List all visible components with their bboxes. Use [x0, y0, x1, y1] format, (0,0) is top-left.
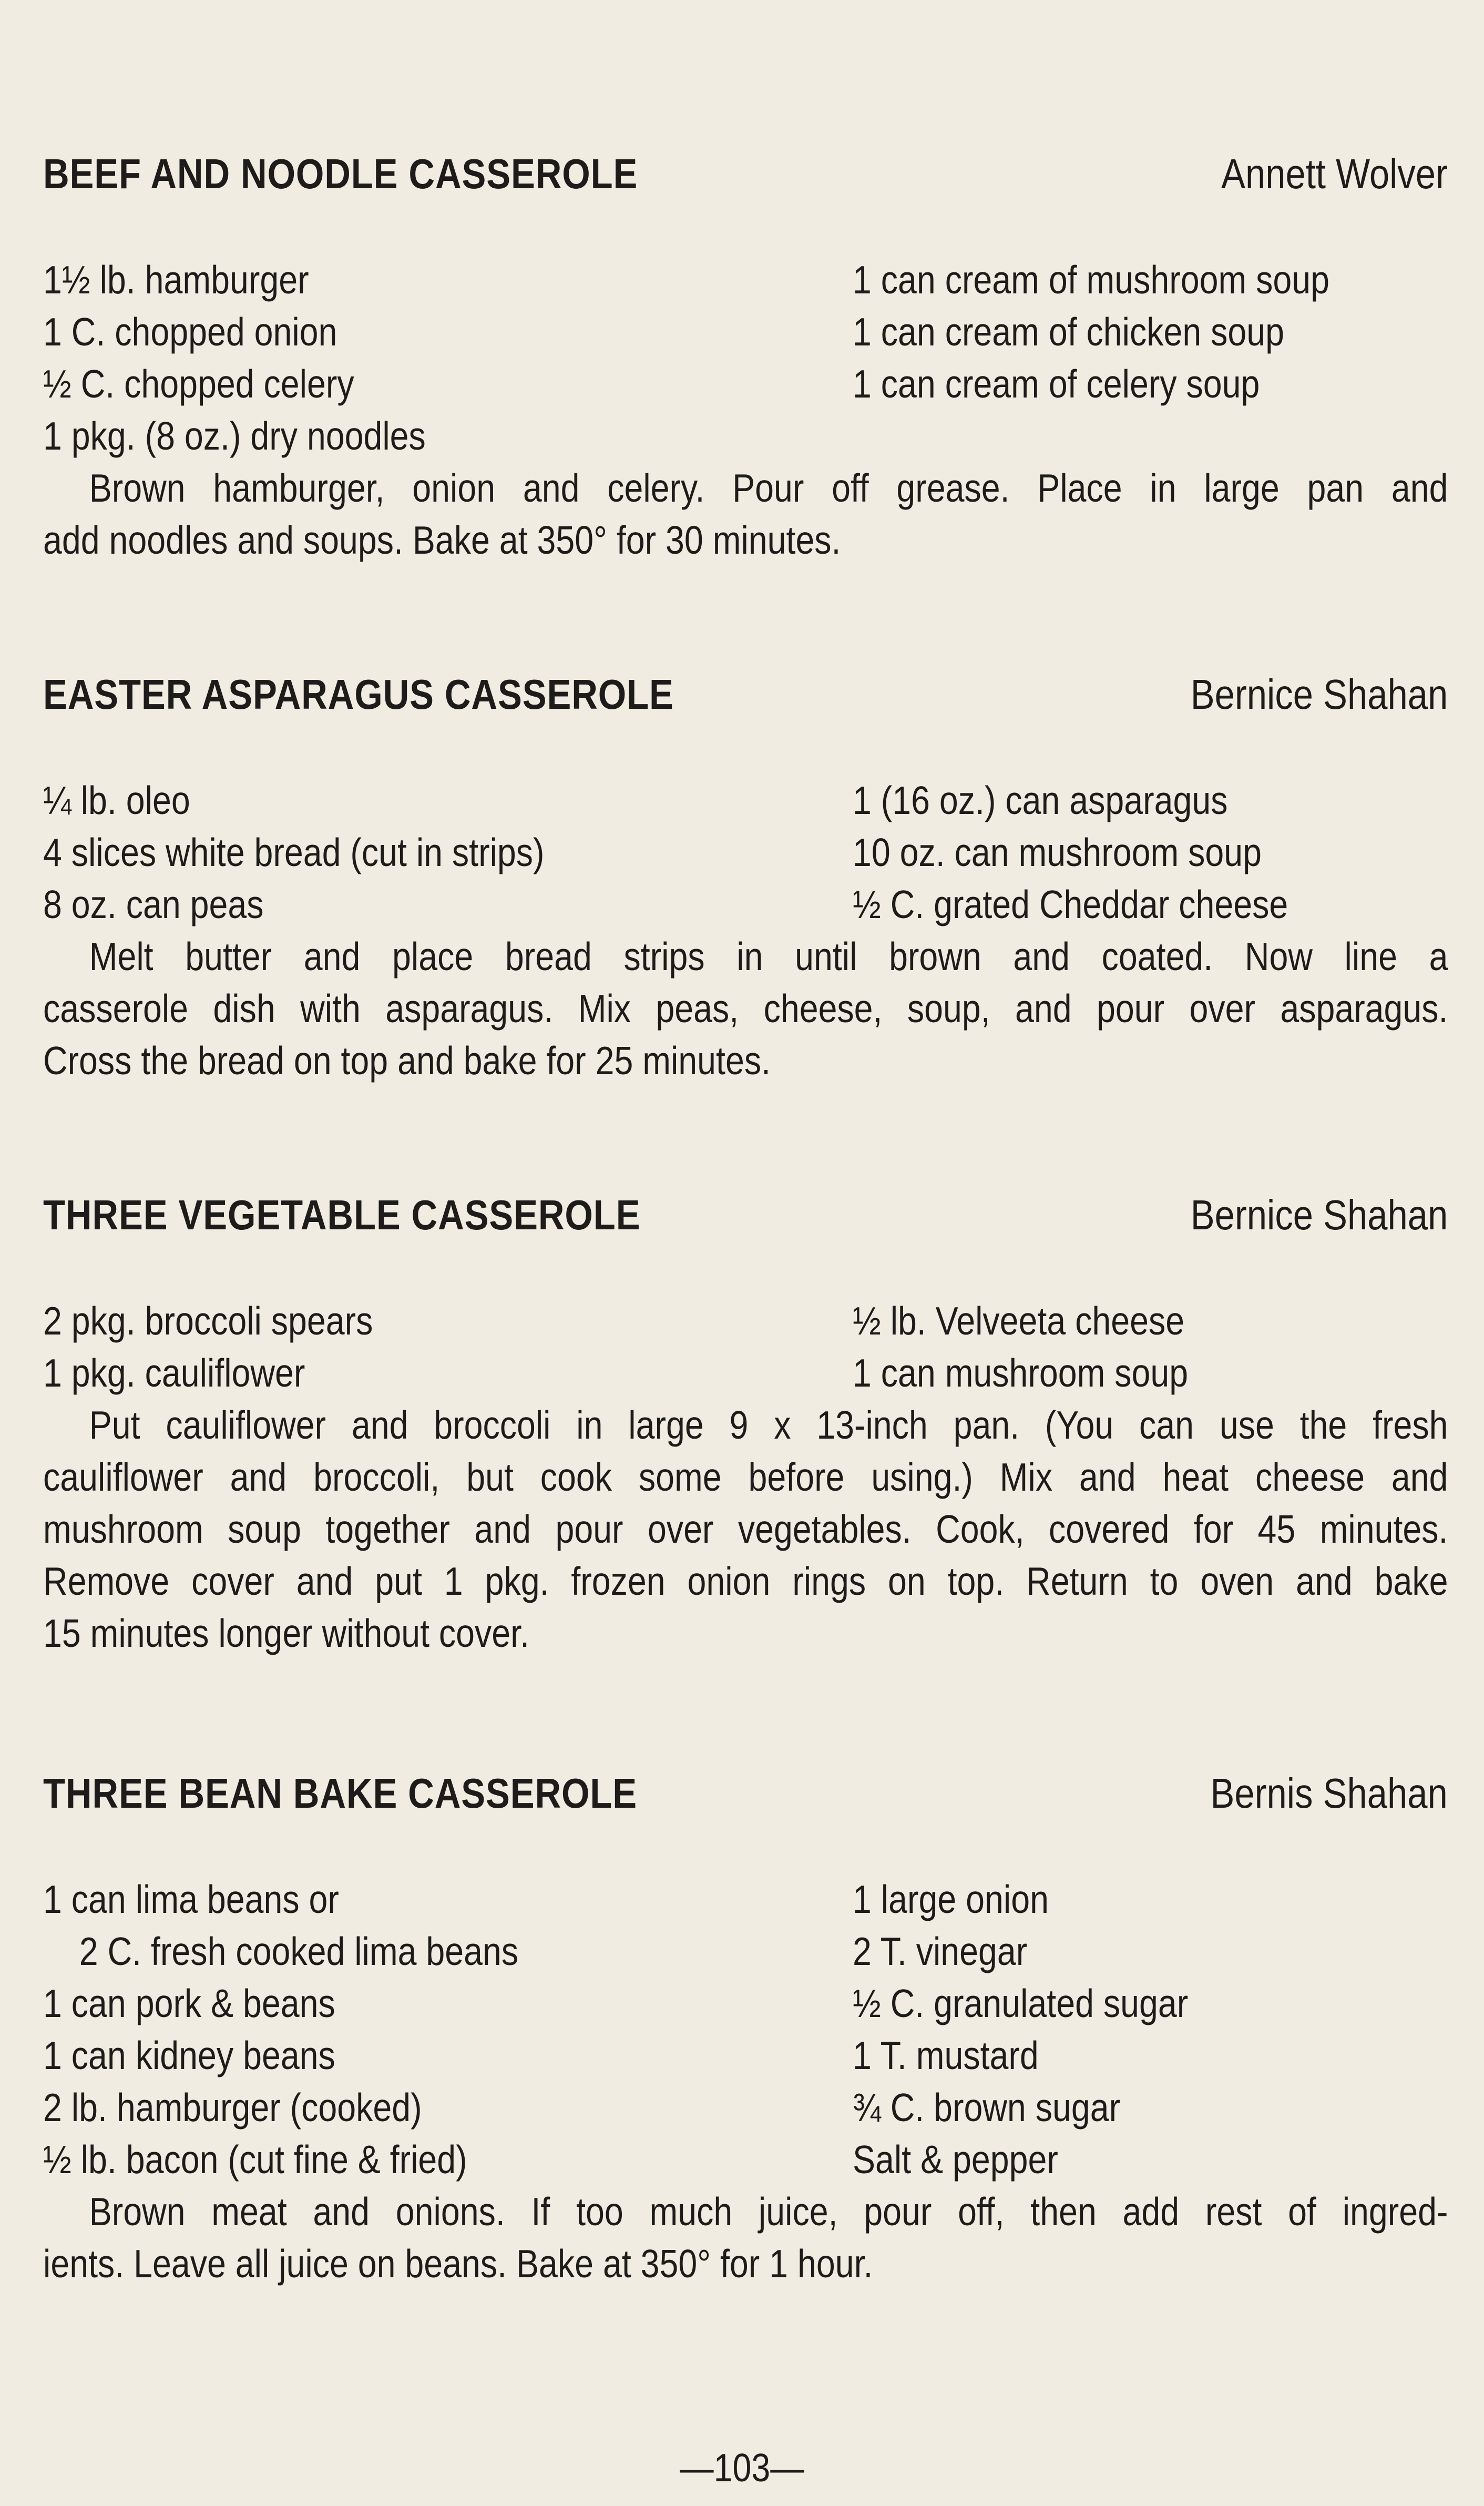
ingredient: ½ C. chopped celery [43, 362, 354, 406]
directions-line: Cross the bread on top and bake for 25 minutes. [43, 1038, 771, 1083]
recipe-author: Bernice Shahan [1190, 671, 1448, 718]
recipe-directions [43, 462, 1448, 566]
recipe-easter-asparagus [43, 670, 1448, 1083]
ingredient: ½ lb. Velveeta cheese [853, 1299, 1185, 1343]
directions-line: Put cauliflower and broccoli in large 9 x 13-inch pan. (You can use the fresh [89, 1403, 1448, 1447]
recipe-title: THREE VEGETABLE CASSEROLE [43, 1191, 641, 1238]
ingredient-list [43, 775, 1448, 931]
ingredient: 1 (16 oz.) can asparagus [853, 778, 1228, 822]
ingredient: 1 T. mustard [853, 2033, 1039, 2077]
ingredient: 1 C. chopped onion [43, 310, 337, 354]
ingredient: 1 can lima beans or [43, 1877, 339, 1921]
ingredient: 1 can kidney beans [43, 2033, 335, 2077]
ingredient: ½ C. grated Cheddar cheese [853, 882, 1288, 926]
ingredient: ¾ C. brown sugar [853, 2085, 1121, 2130]
ingredient: ½ lb. bacon (cut fine & fried) [43, 2137, 467, 2182]
recipe-directions [43, 1399, 1448, 1659]
directions-line: Brown meat and onions. If too much juice, pour off, then add rest of ingred- [89, 2189, 1448, 2234]
directions-line: cauliflower and broccoli, but cook some before using.) Mix and heat cheese and [43, 1455, 1448, 1499]
recipe-directions [43, 2186, 1448, 2290]
ingredient-column-left [43, 1873, 596, 2186]
ingredient: ½ C. granulated sugar [853, 1981, 1189, 2025]
recipe-author: Annett Wolver [1221, 150, 1448, 197]
ingredient: 1 can mushroom soup [853, 1351, 1189, 1395]
directions-line: Melt butter and place bread strips in until brown and coated. Now line a [89, 934, 1448, 979]
ingredient-list [43, 1873, 1448, 2186]
ingredient: 1 can cream of chicken soup [853, 310, 1285, 354]
ingredient: 8 oz. can peas [43, 882, 264, 926]
recipe-beef-noodle [43, 150, 1448, 562]
recipe-author: Bernice Shahan [1190, 1191, 1448, 1238]
ingredient: 2 C. fresh cooked lima beans [79, 1929, 519, 1973]
ingredient: 2 lb. hamburger (cooked) [43, 2085, 422, 2130]
ingredient: Salt & pepper [853, 2137, 1058, 2182]
ingredient: 1½ lb. hamburger [43, 258, 309, 302]
directions-line: Remove cover and put 1 pkg. frozen onion rings on top. Return to oven and bake [43, 1559, 1448, 1603]
recipe-header [43, 1191, 1448, 1249]
directions-line: ients. Leave all juice on beans. Bake at 350° for 1 hour. [43, 2242, 873, 2286]
ingredient: 1 can cream of celery soup [853, 362, 1260, 406]
recipe-author: Bernis Shahan [1210, 1770, 1448, 1817]
ingredient-column-right [853, 775, 1359, 931]
recipe-header [43, 150, 1448, 208]
recipe-header [43, 670, 1448, 728]
ingredient: 1 pkg. cauliflower [43, 1351, 305, 1395]
recipe-three-bean-bake [43, 1769, 1448, 2286]
ingredient: 1 can cream of mushroom soup [853, 258, 1330, 302]
ingredient-column-right [853, 1873, 1243, 2186]
directions-line: mushroom soup together and pour over vegetables. Cook, covered for 45 minutes. [43, 1507, 1448, 1551]
ingredient: 1 pkg. (8 oz.) dry noodles [43, 414, 426, 458]
ingredient-column-left [43, 254, 488, 462]
recipe-title: BEEF AND NOODLE CASSEROLE [43, 150, 638, 197]
ingredient-column-left [43, 775, 626, 931]
recipe-three-vegetable [43, 1191, 1448, 1655]
directions-line: casserole dish with asparagus. Mix peas, cheese, soup, and pour over asparagus. [43, 986, 1448, 1031]
directions-line: 15 minutes longer without cover. [43, 1611, 530, 1655]
ingredient-column-right [853, 254, 1407, 410]
directions-line: add noodles and soups. Bake at 350° for 30 minutes. [43, 518, 841, 562]
recipe-title: EASTER ASPARAGUS CASSEROLE [43, 671, 674, 718]
recipe-directions [43, 931, 1448, 1087]
ingredient-list [43, 1295, 1448, 1399]
ingredient: 1 large onion [853, 1877, 1049, 1921]
recipe-header [43, 1769, 1448, 1827]
ingredient-column-right [853, 1295, 1243, 1399]
ingredient: 4 slices white bread (cut in strips) [43, 830, 545, 874]
ingredient: 2 T. vinegar [853, 1929, 1028, 1973]
ingredient-list [43, 254, 1448, 462]
ingredient: 10 oz. can mushroom soup [853, 830, 1262, 874]
directions-line: Brown hamburger, onion and celery. Pour off grease. Place in large pan and [89, 466, 1448, 510]
ingredient-column-left [43, 1295, 427, 1399]
ingredient: 2 pkg. broccoli spears [43, 1299, 373, 1343]
ingredient: ¼ lb. oleo [43, 778, 190, 822]
page-number: —103— [680, 2446, 804, 2490]
recipe-title: THREE BEAN BAKE CASSEROLE [43, 1770, 638, 1817]
ingredient: 1 can pork & beans [43, 1981, 335, 2025]
